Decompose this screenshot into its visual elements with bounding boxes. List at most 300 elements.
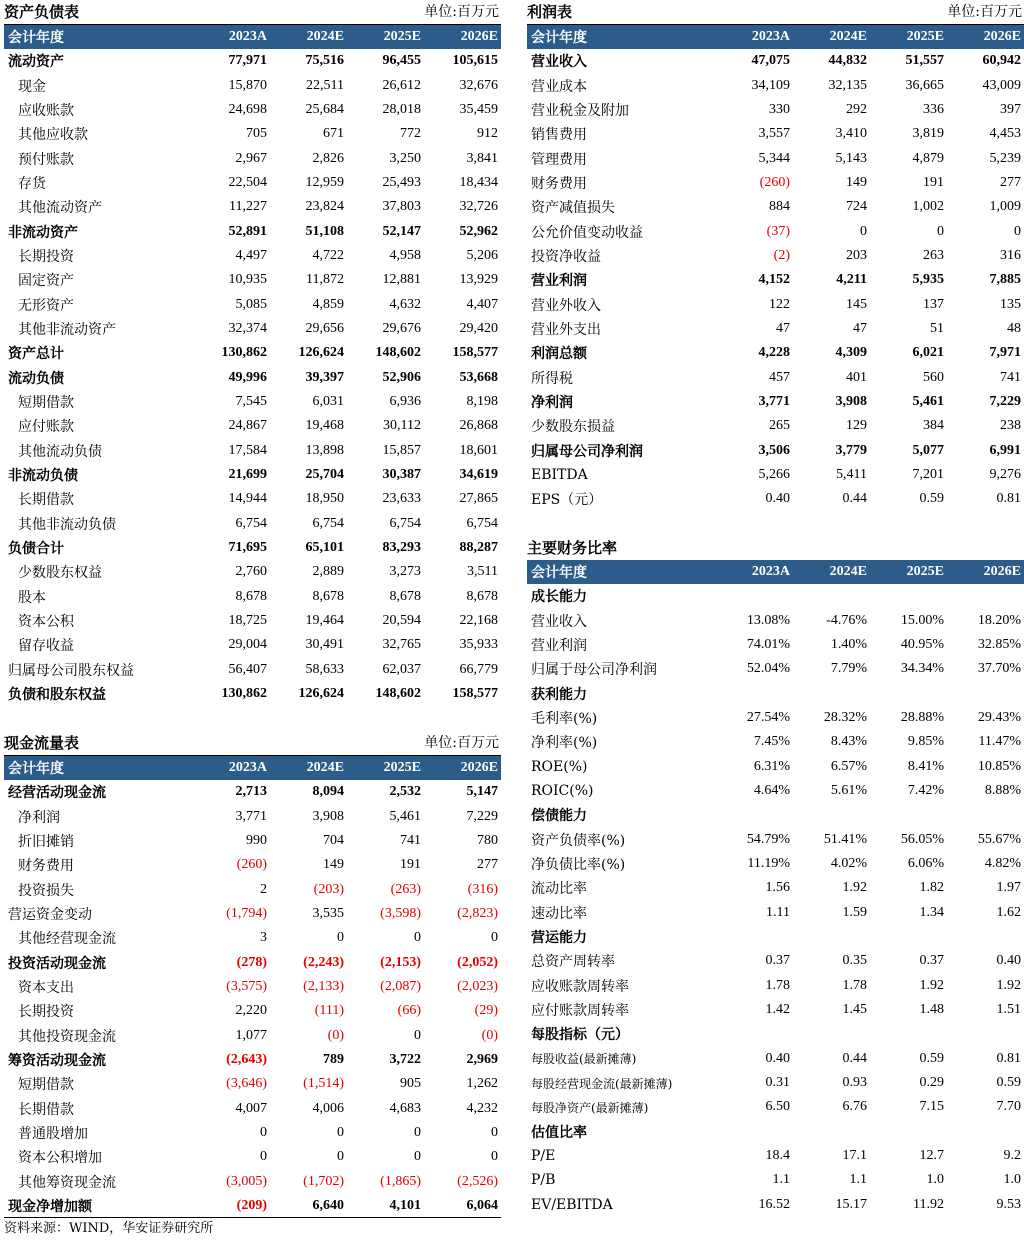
row-value: 2,967: [235, 150, 267, 166]
row-value: 9,276: [989, 467, 1021, 483]
row-label: 营运能力: [531, 929, 587, 946]
table-row: [4, 682, 501, 706]
table-row: [527, 365, 1024, 389]
table-row: [527, 317, 1024, 341]
row-label: 应付账款: [18, 419, 74, 436]
row-value: 2,889: [312, 564, 344, 580]
row-label: 毛利率(%): [531, 710, 598, 727]
row-value: 32,765: [382, 637, 421, 653]
row-label: 其他非流动负债: [18, 516, 116, 533]
row-label: 其他流动负债: [18, 443, 102, 460]
row-value: (37): [766, 223, 790, 239]
table-row: [4, 585, 501, 609]
row-value: 191: [400, 857, 421, 873]
row-value: 4,407: [466, 296, 498, 312]
row-value: 35,933: [459, 637, 498, 653]
table-row: [527, 1144, 1024, 1168]
row-value: 3,908: [312, 808, 344, 824]
balance-sheet-title: 资产负债表: [4, 3, 80, 21]
row-value: (2,823): [457, 905, 498, 921]
row-value: 4,453: [989, 126, 1021, 142]
row-label: 流动负债: [8, 370, 64, 387]
row-value: 26,612: [382, 77, 421, 93]
row-value: 17.1: [842, 1148, 867, 1164]
income-statement-title: 利润表: [527, 3, 573, 21]
row-value: 0: [491, 1124, 498, 1140]
row-value: 52,962: [459, 223, 498, 239]
table-row: [4, 487, 501, 511]
row-value: 52,906: [382, 369, 421, 385]
table-row: [527, 706, 1024, 730]
row-value: 8.41%: [907, 758, 944, 774]
row-value: 1,009: [989, 199, 1021, 215]
header-year: 2023A: [751, 564, 790, 579]
row-value: 0: [414, 1149, 421, 1165]
income-statement-header: [527, 25, 1024, 49]
balance-sheet-panel: [4, 0, 501, 706]
table-row: [527, 1168, 1024, 1192]
row-label: 长期借款: [18, 492, 74, 509]
row-value: 18,950: [305, 491, 344, 507]
row-value: 1.82: [919, 880, 944, 896]
row-value: 5,077: [912, 442, 944, 458]
table-row: [4, 1194, 501, 1218]
row-value: 0: [1014, 223, 1021, 239]
table-row: [4, 463, 501, 487]
row-value: 4,232: [466, 1100, 498, 1116]
row-value: (316): [467, 881, 498, 897]
row-value: 0.44: [842, 1050, 867, 1066]
row-label: 速动比率: [531, 905, 587, 922]
row-label: 营业外收入: [531, 297, 601, 314]
row-value: 780: [477, 832, 498, 848]
row-value: 4,007: [235, 1100, 267, 1116]
row-label: 长期投资: [18, 1004, 74, 1021]
row-value: 316: [1000, 247, 1021, 263]
row-value: 7.79%: [830, 661, 867, 677]
row-value: 0: [491, 1149, 498, 1165]
row-value: 1,262: [466, 1076, 498, 1092]
row-value: 32.85%: [977, 636, 1021, 652]
table-row: [4, 658, 501, 682]
row-value: 75,516: [305, 53, 344, 69]
row-value: 29,676: [382, 320, 421, 336]
table-row: [4, 146, 501, 170]
row-value: 7.15: [919, 1099, 944, 1115]
row-value: 263: [923, 247, 944, 263]
row-value: 7.42%: [907, 782, 944, 798]
table-row: [4, 171, 501, 195]
row-value: 96,455: [382, 53, 421, 69]
table-row: [4, 414, 501, 438]
row-value: 4.02%: [830, 855, 867, 871]
row-value: (1,865): [380, 1173, 421, 1189]
row-value: 671: [323, 126, 344, 142]
row-value: 1,002: [912, 199, 944, 215]
row-value: 3,250: [389, 150, 421, 166]
table-row: [4, 1096, 501, 1120]
row-label: 营业成本: [531, 78, 587, 95]
row-value: (66): [397, 1003, 421, 1019]
row-value: 0.31: [765, 1075, 790, 1091]
row-value: 0.93: [842, 1075, 867, 1091]
row-label: 留存收益: [18, 638, 74, 655]
row-value: 7,885: [989, 272, 1021, 288]
row-value: 15.00%: [900, 612, 944, 628]
row-value: 6,754: [389, 515, 421, 531]
row-value: 7,201: [912, 467, 944, 483]
row-value: (29): [474, 1003, 498, 1019]
table-row: [4, 853, 501, 877]
row-label: 负债和股东权益: [8, 687, 106, 704]
row-value: 6,754: [312, 515, 344, 531]
row-value: 149: [846, 174, 867, 190]
row-value: (3,575): [226, 978, 267, 994]
row-value: 148,602: [375, 345, 421, 361]
row-value: 27,865: [459, 491, 498, 507]
row-value: 3,273: [389, 564, 421, 580]
row-value: 158,577: [452, 686, 498, 702]
row-value: 397: [1000, 101, 1021, 117]
table-row: [4, 365, 501, 389]
row-label: 财务费用: [18, 858, 74, 875]
row-value: 126,624: [298, 686, 344, 702]
row-value: 18,601: [459, 442, 498, 458]
row-value: 2: [260, 881, 267, 897]
row-label: 营业税金及附加: [531, 102, 629, 119]
section-row: [527, 584, 1024, 608]
income-statement-title-bar: [527, 0, 1024, 25]
row-value: 11,872: [306, 272, 344, 288]
row-value: (2,153): [380, 954, 421, 970]
table-row: [4, 1072, 501, 1096]
row-value: 1.51: [996, 1002, 1021, 1018]
row-value: 5.61%: [830, 782, 867, 798]
row-label: 偿债能力: [531, 808, 587, 825]
header-label: 会计年度: [531, 565, 587, 581]
row-value: 47: [853, 320, 867, 336]
table-row: [527, 998, 1024, 1022]
row-value: (111): [314, 1003, 344, 1019]
row-value: 7.70: [996, 1099, 1021, 1115]
table-row: [4, 341, 501, 365]
row-value: (1,702): [303, 1173, 344, 1189]
row-value: 88,287: [459, 540, 498, 556]
row-label: 净利润: [18, 809, 60, 826]
row-value: 14,944: [228, 491, 267, 507]
row-value: 4,632: [389, 296, 421, 312]
balance-sheet-body: [4, 49, 501, 706]
row-value: 277: [1000, 174, 1021, 190]
row-label: 现金: [18, 78, 46, 95]
cash-flow-title: 现金流量表: [4, 734, 80, 752]
cash-flow-title-bar: [4, 731, 501, 756]
row-value: 8,678: [312, 588, 344, 604]
row-value: 884: [769, 199, 790, 215]
row-value: 60,942: [982, 53, 1021, 69]
row-value: (209): [236, 1198, 267, 1214]
row-value: 71,695: [228, 540, 267, 556]
row-value: 23,633: [382, 491, 421, 507]
row-value: 3,557: [758, 126, 790, 142]
table-row: [4, 49, 501, 73]
row-value: 0: [337, 1149, 344, 1165]
table-row: [4, 244, 501, 268]
row-value: 0.35: [842, 953, 867, 969]
row-value: 29.43%: [977, 709, 1021, 725]
row-value: 1.0: [1003, 1172, 1021, 1188]
row-value: 3,819: [912, 126, 944, 142]
row-value: 0: [337, 930, 344, 946]
table-row: [527, 390, 1024, 414]
row-value: 25,493: [382, 174, 421, 190]
row-label: 短期借款: [18, 394, 74, 411]
table-row: [527, 219, 1024, 243]
row-value: 149: [323, 857, 344, 873]
row-value: 28,018: [382, 101, 421, 117]
row-label: 无形资产: [18, 297, 74, 314]
row-value: 13,929: [459, 272, 498, 288]
table-row: [527, 414, 1024, 438]
row-label: 估值比率: [531, 1124, 587, 1141]
row-value: 83,293: [382, 540, 421, 556]
row-label: 营业收入: [531, 613, 587, 630]
header-year: 2026E: [460, 760, 498, 775]
row-label: 净负债比率(%): [531, 856, 626, 873]
row-value: 4,722: [312, 247, 344, 263]
row-label: 其他流动资产: [18, 200, 102, 217]
row-label: 非流动资产: [8, 224, 78, 241]
row-value: 34,619: [459, 467, 498, 483]
row-value: 6.57%: [830, 758, 867, 774]
row-value: 6,640: [312, 1198, 344, 1214]
row-value: 4.64%: [753, 782, 790, 798]
row-value: 77,971: [228, 53, 267, 69]
row-value: 905: [400, 1076, 421, 1092]
row-value: (2,643): [226, 1051, 267, 1067]
row-value: 37.70%: [977, 661, 1021, 677]
row-value: 34.34%: [900, 661, 944, 677]
row-value: 0: [414, 930, 421, 946]
row-value: 560: [923, 369, 944, 385]
row-value: 4,879: [912, 150, 944, 166]
row-value: 789: [323, 1051, 344, 1067]
header-label: 会计年度: [8, 761, 64, 777]
row-value: 0.44: [842, 491, 867, 507]
header-year: 2024E: [306, 760, 344, 775]
row-value: -4.76%: [826, 612, 867, 628]
row-value: 9.53: [996, 1196, 1021, 1212]
row-value: 18.20%: [977, 612, 1021, 628]
row-value: (203): [313, 881, 344, 897]
table-row: [4, 975, 501, 999]
row-value: 4,228: [758, 345, 790, 361]
row-value: 29,004: [228, 637, 267, 653]
row-value: 129: [846, 418, 867, 434]
row-value: 32,135: [828, 77, 867, 93]
row-value: 5,344: [758, 150, 790, 166]
row-value: 1.1: [849, 1172, 867, 1188]
section-row: [527, 1022, 1024, 1046]
row-label: P/B: [531, 1172, 556, 1189]
row-label: 其他经营现金流: [18, 931, 116, 948]
table-row: [4, 1023, 501, 1047]
row-value: 741: [1000, 369, 1021, 385]
row-value: 8,678: [389, 588, 421, 604]
table-row: [527, 49, 1024, 73]
income-statement-panel: [527, 0, 1024, 512]
row-label: 总资产周转率: [531, 954, 615, 971]
row-label: 营运资金变动: [8, 906, 92, 923]
header-year: 2024E: [306, 29, 344, 44]
row-value: 30,112: [383, 418, 421, 434]
table-row: [4, 560, 501, 584]
row-value: 58,633: [305, 661, 344, 677]
ratios-panel: [527, 536, 1024, 1217]
row-value: 0: [414, 1027, 421, 1043]
row-label: 长期借款: [18, 1101, 74, 1118]
table-row: [4, 1145, 501, 1169]
cash-flow-body: [4, 780, 501, 1218]
row-value: 66,779: [459, 661, 498, 677]
table-row: [527, 244, 1024, 268]
row-value: 25,704: [305, 467, 344, 483]
row-value: 1.78: [842, 977, 867, 993]
header-year: 2026E: [983, 29, 1021, 44]
table-row: [4, 1121, 501, 1145]
ratios-title: 主要财务比率: [527, 539, 618, 557]
row-value: 4,006: [312, 1100, 344, 1116]
table-row: [527, 779, 1024, 803]
row-label: 预付账款: [18, 151, 74, 168]
table-row: [4, 633, 501, 657]
table-row: [4, 1170, 501, 1194]
row-value: 15,870: [228, 77, 267, 93]
row-value: 26,868: [459, 418, 498, 434]
row-value: 19,464: [305, 613, 344, 629]
row-value: 47: [776, 320, 790, 336]
row-value: (3,646): [226, 1076, 267, 1092]
row-value: 137: [923, 296, 944, 312]
row-value: 32,726: [459, 199, 498, 215]
row-value: 18.4: [765, 1148, 790, 1164]
row-label: 每股收益(最新摊薄): [531, 1052, 637, 1067]
row-label: 资本支出: [18, 979, 74, 996]
table-row: [4, 512, 501, 536]
row-label: 经营活动现金流: [8, 785, 106, 802]
row-value: 6,936: [389, 393, 421, 409]
row-value: 1,077: [235, 1027, 267, 1043]
header-year: 2025E: [906, 564, 944, 579]
row-value: 11.19%: [747, 855, 790, 871]
row-label: 应付账款周转率: [531, 1003, 629, 1020]
row-value: 13,898: [305, 442, 344, 458]
income-statement-unit: 单位:百万元: [947, 4, 1022, 20]
row-value: 11.92: [913, 1196, 944, 1212]
row-label: 少数股东权益: [18, 565, 102, 582]
row-label: 归属母公司股东权益: [8, 662, 134, 679]
row-label: P/E: [531, 1148, 556, 1165]
row-value: 3,841: [466, 150, 498, 166]
row-value: 6,754: [466, 515, 498, 531]
row-label: 折旧摊销: [18, 833, 74, 850]
row-value: 0: [414, 1124, 421, 1140]
row-value: 3,771: [758, 393, 790, 409]
row-value: 8,198: [466, 393, 498, 409]
row-value: 238: [1000, 418, 1021, 434]
table-row: [527, 876, 1024, 900]
row-label: 资本公积: [18, 614, 74, 631]
row-label: 投资净收益: [531, 248, 601, 265]
row-label: ROE(%): [531, 758, 588, 775]
row-value: 1.1: [772, 1172, 790, 1188]
table-row: [527, 1047, 1024, 1071]
row-value: 3,771: [235, 808, 267, 824]
row-value: 6.50: [765, 1099, 790, 1115]
row-value: 4,101: [389, 1198, 421, 1214]
row-value: 6,754: [235, 515, 267, 531]
row-value: 74.01%: [746, 636, 790, 652]
row-value: 20,594: [382, 613, 421, 629]
row-value: 37,803: [382, 199, 421, 215]
row-value: (263): [390, 881, 421, 897]
row-value: 1.97: [996, 880, 1021, 896]
row-label: 资产负债率(%): [531, 832, 626, 849]
section-row: [527, 1120, 1024, 1144]
row-label: 非流动负债: [8, 468, 78, 485]
row-value: 0: [937, 223, 944, 239]
row-value: 5,206: [466, 247, 498, 263]
cash-flow-panel: [4, 731, 501, 1218]
row-value: 122: [769, 296, 790, 312]
row-value: 51: [930, 320, 944, 336]
row-value: 5,239: [989, 150, 1021, 166]
row-value: 5,147: [466, 784, 498, 800]
row-value: 11.47%: [978, 734, 1021, 750]
header-year: 2025E: [383, 760, 421, 775]
row-value: 8.88%: [984, 782, 1021, 798]
row-label: 其他非流动资产: [18, 321, 116, 338]
row-value: 39,397: [305, 369, 344, 385]
row-value: 0: [260, 1149, 267, 1165]
header-year: 2026E: [983, 564, 1021, 579]
header-year: 2026E: [460, 29, 498, 44]
row-value: 5,461: [912, 393, 944, 409]
row-value: 105,615: [452, 53, 498, 69]
row-value: 7.45%: [753, 734, 790, 750]
row-value: 130,862: [221, 686, 267, 702]
table-row: [527, 827, 1024, 851]
row-value: 40.95%: [900, 636, 944, 652]
row-value: 1.59: [842, 904, 867, 920]
row-value: 1.48: [919, 1002, 944, 1018]
row-value: 203: [846, 247, 867, 263]
row-value: 10,935: [228, 272, 267, 288]
row-value: 52.04%: [746, 661, 790, 677]
row-value: 3,722: [389, 1051, 421, 1067]
row-label: 营业利润: [531, 273, 587, 290]
row-label: 股本: [18, 589, 46, 606]
row-value: 9.2: [1003, 1148, 1021, 1164]
row-label: 管理费用: [531, 151, 587, 168]
row-value: 28.88%: [900, 709, 944, 725]
row-label: 获利能力: [531, 686, 587, 703]
row-value: 36,665: [905, 77, 944, 93]
row-value: 6,064: [466, 1198, 498, 1214]
row-value: 126,624: [298, 345, 344, 361]
row-value: 24,867: [228, 418, 267, 434]
row-value: 912: [477, 126, 498, 142]
